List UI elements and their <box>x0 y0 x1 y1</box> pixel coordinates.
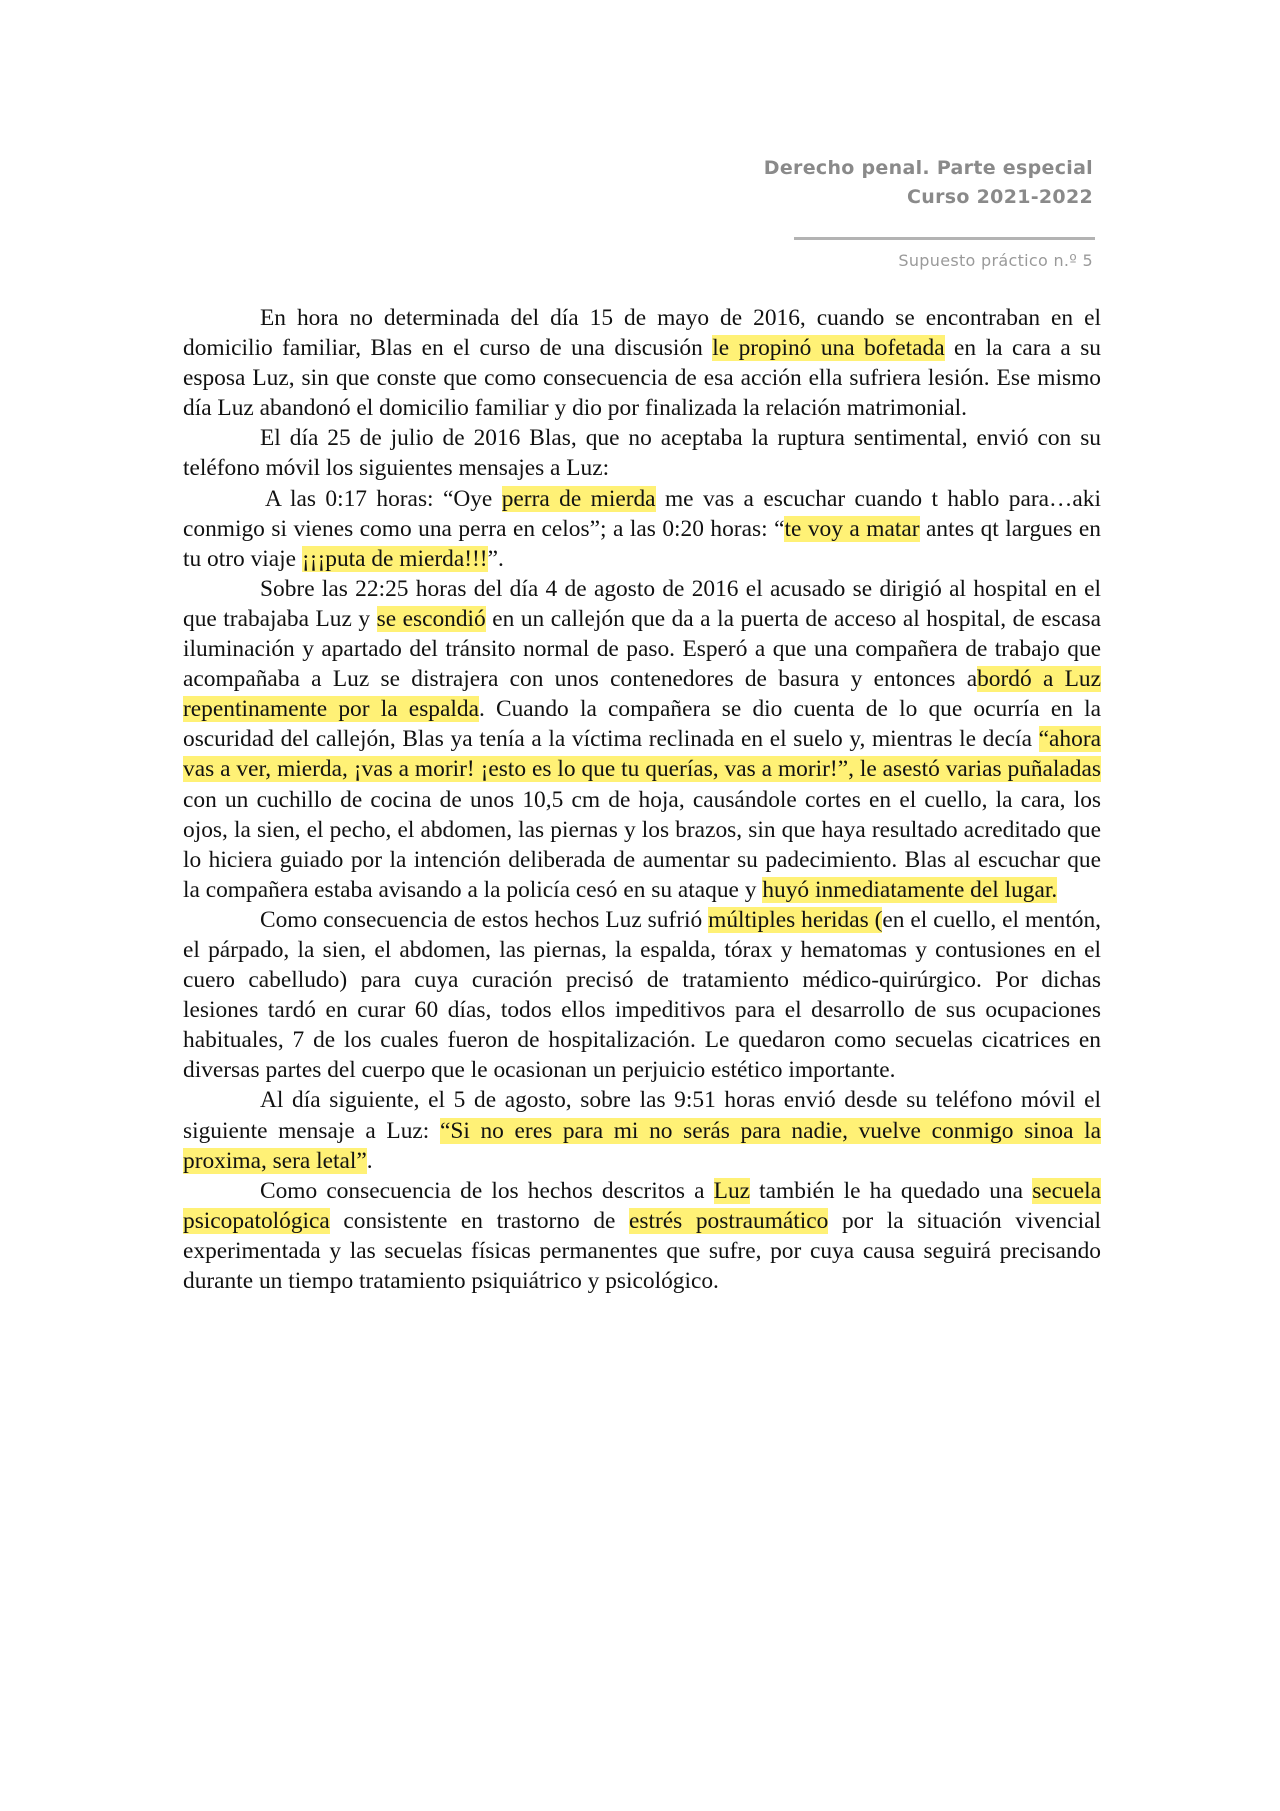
highlighted-text: huyó inmediatamente del lugar. <box>762 876 1058 903</box>
highlighted-text: perra de mierda <box>501 485 656 512</box>
text-segment: por la situación vivencial experimentada y las secuelas físicas permanentes que sufre, por cuya causa seguirá precisando durante un tiempo tratamiento psiquiátrico y psicológico. <box>183 1207 1101 1294</box>
course-title: Derecho penal. Parte especial <box>763 157 1093 179</box>
text-segment: Al día siguiente, el 5 de agosto, sobre las 9:51 horas envió desde su teléfono móvil el siguiente mensaje a Luz: <box>183 1087 1101 1144</box>
header-divider <box>794 237 1095 240</box>
page-header <box>764 154 1093 212</box>
highlighted-text: le propinó una bofetada <box>712 335 945 362</box>
highlighted-text: “Si no eres para mi no serás para nadie, vuelve conmigo sinoa la proxima, sera letal” <box>183 1117 1101 1174</box>
text-segment: en la cara a su esposa Luz, sin que conste que como consecuencia de esa acción ella sufriera lesión. Ese mismo día Luz abandonó el domicilio familiar y dio por finalizada la relación matrimonial. <box>183 335 1101 422</box>
text-segment: me vas a escuchar cuando t hablo para…aki conmigo si vienes como una perra en celos”; a las 0:20 horas: “ <box>183 485 1101 542</box>
highlighted-text: se escondió <box>376 605 486 632</box>
text-segment: también le ha quedado una <box>750 1177 1033 1204</box>
text-segment: El día 25 de julio de 2016 Blas, que no aceptaba la ruptura sentimental, envió con su teléfono móvil los siguientes mensajes a Luz: <box>183 425 1101 482</box>
course-year: Curso 2021-2022 <box>907 186 1093 208</box>
text-segment: en el cuello, el mentón, el párpado, la sien, el abdomen, las piernas, la espalda, tórax y hematomas y contusiones en el cuero cabelludo) para cuya curación precisó de tratamiento médico-quirúrgico. Por dichas lesiones tardó en curar 60 días, todos ellos impeditivos para el desarrollo de sus ocupaciones habituales, 7 de los cuales fueron de hospitalización. Le quedaron como secuelas cicatrices en diversas partes del cuerpo que le ocasionan un perjuicio estético importante. <box>183 906 1101 1084</box>
text-segment: ”. <box>487 545 504 572</box>
paragraph <box>183 1085 1101 1175</box>
paragraph <box>183 423 1101 483</box>
highlighted-text: ¡¡¡puta de mierda!!! <box>301 545 488 572</box>
text-segment: consistente en trastorno de <box>329 1207 629 1234</box>
text-segment: Como consecuencia de los hechos descritos a <box>260 1177 714 1204</box>
text-segment: Sobre las 22:25 horas del día 4 de agosto de 2016 el acusado se dirigió al hospital en el que trabajaba Luz y <box>183 575 1101 632</box>
highlighted-text: estrés postraumático <box>629 1207 829 1234</box>
case-text <box>183 303 1101 1296</box>
text-segment: antes qt largues en tu otro viaje <box>183 515 1101 572</box>
text-segment: con un cuchillo de cocina de unos 10,5 cm de hoja, causándole cortes en el cuello, la cara, los ojos, la sien, el pecho, el abdomen, las piernas y los brazos, sin que haya resultado acreditado que lo hiciera guiado por la intención deliberada de aumentar su padecimiento. Blas al escuchar que la compañera estaba avisando a la policía cesó en su ataque y <box>183 786 1101 903</box>
highlighted-text: secuela psicopatológica <box>183 1177 1102 1234</box>
highlighted-text: “ahora vas a ver, mierda, ¡vas a morir! ¡esto es lo que tu querías, vas a morir!”, le asestó varias puñaladas <box>183 726 1101 783</box>
highlighted-text: Luz <box>713 1177 751 1204</box>
text-segment: . Cuando la compañera se dio cuenta de lo que ocurría en la oscuridad del callejón, Blas ya tenía a la víctima reclinada en el suelo y, mientras le decía <box>183 696 1101 753</box>
highlighted-text: te voy a matar <box>784 515 920 542</box>
paragraph <box>183 574 1101 905</box>
highlighted-text: múltiples heridas ( <box>708 906 883 933</box>
paragraph <box>183 905 1101 1086</box>
highlighted-text: bordó a Luz repentinamente por la espalda <box>183 666 1102 723</box>
paragraph <box>183 303 1101 423</box>
text-segment: en un callejón que da a la puerta de acceso al hospital, de escasa iluminación y apartado del tránsito normal de paso. Esperó a que una compañera de trabajo que acompañaba a Luz se distrajera con unos contenedores de basura y entonces a <box>183 605 1101 693</box>
text-segment: En hora no determinada del día 15 de mayo de 2016, cuando se encontraban en el domicilio familiar, Blas en el curso de una discusión <box>183 305 1101 362</box>
text-segment: Como consecuencia de estos hechos Luz sufrió <box>260 906 709 933</box>
text-segment: . <box>366 1147 373 1174</box>
exercise-number: Supuesto práctico n.º 5 <box>898 251 1093 270</box>
text-segment: A las 0:17 horas: “Oye <box>265 485 502 512</box>
paragraph <box>183 1176 1101 1296</box>
paragraph <box>183 484 1101 574</box>
